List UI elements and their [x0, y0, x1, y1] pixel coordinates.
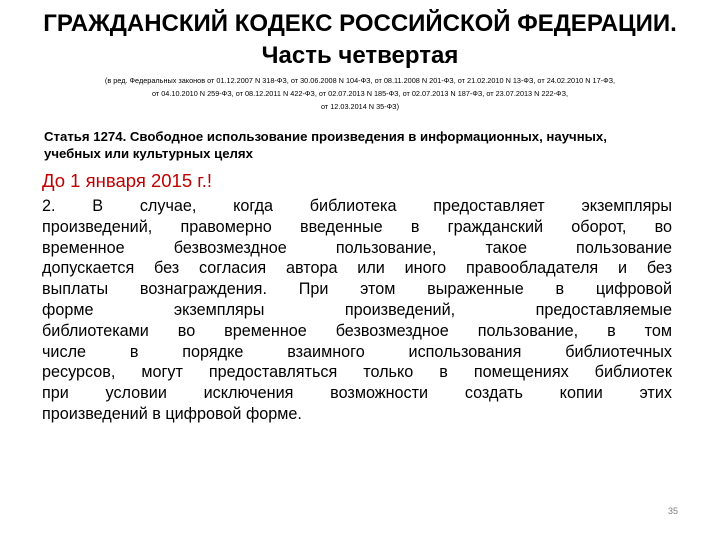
body-line: произведений в цифровой форме. [42, 404, 302, 423]
body-line: форме экземпляры произведений, предоставляемые [42, 300, 672, 319]
article-heading [44, 128, 684, 162]
body-line: временное безвозмездное пользование, такое пользование [42, 238, 672, 257]
body-line: допускается без согласия автора или иного правообладателя и без [42, 259, 672, 278]
body-line: 2. В случае, когда библиотека предоставляет экземпляры [42, 197, 672, 215]
body-line: произведений, правомерно введенные в гражданский оборот, во [42, 217, 672, 236]
body-line: библиотеками во временное безвозмездное пользование, в том [42, 321, 672, 340]
body-line: выплаты вознаграждения. При этом выраженные в цифровой [42, 280, 672, 299]
body-line: числе в порядке взаимного использования библиотечных [42, 342, 672, 361]
amendments-line: (в ред. Федеральных законов от 01.12.2007 N 318-ФЗ, от 30.06.2008 N 104-ФЗ, от 08.11.2008 N 201-ФЗ, от 21.02.2010 N 13-ФЗ, от 24.02.2010 N 17-ФЗ, [104, 76, 616, 85]
amendments-line: от 04.10.2010 N 259-ФЗ, от 08.12.2011 N 422-ФЗ, от 02.07.2013 N 185-ФЗ, от 02.07.2013 N 187-ФЗ, от 23.07.2013 N 222-ФЗ, [151, 89, 569, 98]
document-subtitle: Часть четвертая [261, 42, 459, 69]
amendments-line: от 12.03.2014 N 35-ФЗ) [320, 102, 400, 111]
article-body [42, 196, 672, 425]
article-heading-line: учебных или культурных целях [44, 146, 253, 161]
body-line: ресурсов, могут предоставляться только в помещениях библиотек [42, 363, 672, 382]
page-number: 35 [667, 506, 678, 516]
document-title: ГРАЖДАНСКИЙ КОДЕКС РОССИЙСКОЙ ФЕДЕРАЦИИ. [43, 10, 677, 37]
body-line: при условии исключения возможности создать копии этих [42, 384, 672, 403]
deadline-notice: До 1 января 2015 г.! [42, 170, 213, 191]
amendments-note [20, 74, 700, 113]
article-heading-line: Статья 1274. Свободное использование произведения в информационных, научных, [44, 129, 607, 144]
